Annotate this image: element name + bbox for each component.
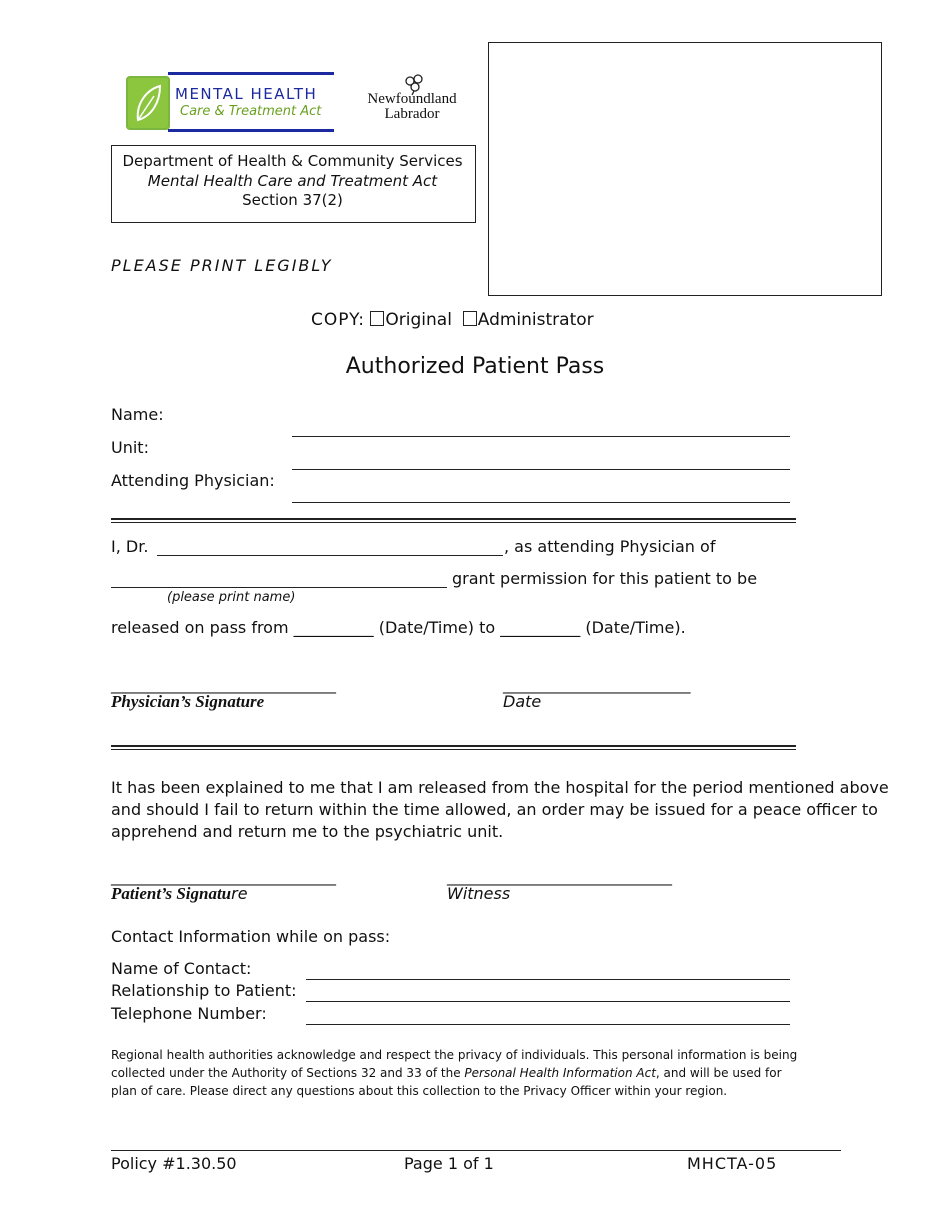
relationship-label: Relationship to Patient:: [111, 981, 297, 1000]
logo-bottom-rule: [168, 129, 334, 132]
i-dr-label: I, Dr.: [111, 537, 149, 556]
physician-input-line[interactable]: [292, 502, 790, 503]
telephone-line[interactable]: [306, 1024, 790, 1025]
patient-signature-label-main: Patient’s Signatu: [111, 884, 232, 903]
section-divider-1: [111, 518, 796, 523]
logo-title: MENTAL HEALTH: [175, 85, 318, 103]
witness-label: Witness: [447, 884, 511, 903]
form-code: MHCTA-05: [687, 1154, 778, 1173]
original-label: Original: [385, 310, 452, 330]
privacy-line-1: Regional health authorities acknowledge and respect the privacy of individuals. This personal information is being: [111, 1048, 798, 1062]
statement-line-2: and should I fail to return within the time allowed, an order may be issued for a peace officer to: [111, 800, 878, 819]
patient-name-line[interactable]: [111, 587, 447, 588]
act-name: Mental Health Care and Treatment Act: [147, 172, 438, 190]
original-checkbox[interactable]: [370, 311, 384, 326]
province-logo-text: [362, 92, 462, 122]
footer-rule: [111, 1150, 841, 1151]
phia-act-name: Personal Health Information Act: [464, 1066, 656, 1080]
patient-signature-line[interactable]: ______________________________: [111, 868, 336, 886]
label-area-box: [488, 42, 882, 296]
province-line2: Labrador: [384, 106, 440, 122]
privacy-notice: [111, 1046, 797, 1100]
form-title: Authorized Patient Pass: [345, 354, 605, 379]
date-label: Date: [503, 692, 542, 711]
physician-label: Attending Physician:: [111, 471, 275, 490]
logo-subtitle: Care & Treatment Act: [180, 104, 322, 119]
province-line1: Newfoundland: [367, 91, 457, 107]
print-legibly-note: PLEASE PRINT LEGIBLY: [111, 256, 333, 275]
copy-label: COPY:: [311, 310, 365, 330]
privacy-line-2a: collected under the Authority of Sections 32 and 33 of the: [111, 1066, 465, 1080]
as-attending-text: , as attending Physician of: [504, 537, 716, 556]
contact-heading: Contact Information while on pass:: [111, 927, 391, 946]
statement-line-3: apprehend and return me to the psychiatric unit.: [111, 822, 504, 841]
name-label: Name:: [111, 405, 164, 424]
grant-permission-text: grant permission for this patient to be: [452, 569, 758, 588]
unit-label: Unit:: [111, 438, 149, 457]
copy-row: [311, 310, 594, 330]
witness-line[interactable]: ______________________________: [447, 868, 672, 886]
patient-signature-label-tail: re: [231, 884, 248, 903]
telephone-label: Telephone Number:: [111, 1004, 267, 1023]
relationship-line[interactable]: [306, 1001, 790, 1002]
released-on-pass-text: released on pass from __________ (Date/Time) to __________ (Date/Time).: [111, 618, 686, 637]
patient-signature-label: [111, 884, 248, 904]
logo-top-rule: [168, 72, 334, 75]
physician-signature-line[interactable]: ______________________________: [111, 676, 336, 694]
doctor-name-line[interactable]: [157, 555, 503, 556]
unit-input-line[interactable]: [292, 469, 790, 470]
patient-statement: [111, 777, 889, 843]
policy-number: Policy #1.30.50: [111, 1154, 237, 1173]
print-name-hint: (please print name): [167, 590, 296, 605]
administrator-label: Administrator: [477, 310, 594, 330]
statement-line-1: It has been explained to me that I am released from the hospital for the period mentioned above: [111, 778, 889, 797]
department-name: Department of Health & Community Services: [122, 152, 463, 170]
name-input-line[interactable]: [292, 436, 790, 437]
leaf-logo-icon: [126, 76, 170, 130]
privacy-line-3: plan of care. Please direct any questions about this collection to the Privacy Officer within your region.: [111, 1084, 728, 1098]
date-line[interactable]: _________________________: [503, 676, 691, 694]
privacy-line-2c: , and will be used for: [655, 1066, 782, 1080]
administrator-checkbox[interactable]: [463, 311, 477, 326]
physician-signature-label: Physician’s Signature: [111, 692, 265, 711]
section-divider-2: [111, 745, 796, 750]
section-ref: Section 37(2): [242, 191, 343, 209]
page-number: Page 1 of 1: [404, 1154, 494, 1173]
contact-name-line[interactable]: [306, 979, 790, 980]
contact-name-label: Name of Contact:: [111, 959, 252, 978]
